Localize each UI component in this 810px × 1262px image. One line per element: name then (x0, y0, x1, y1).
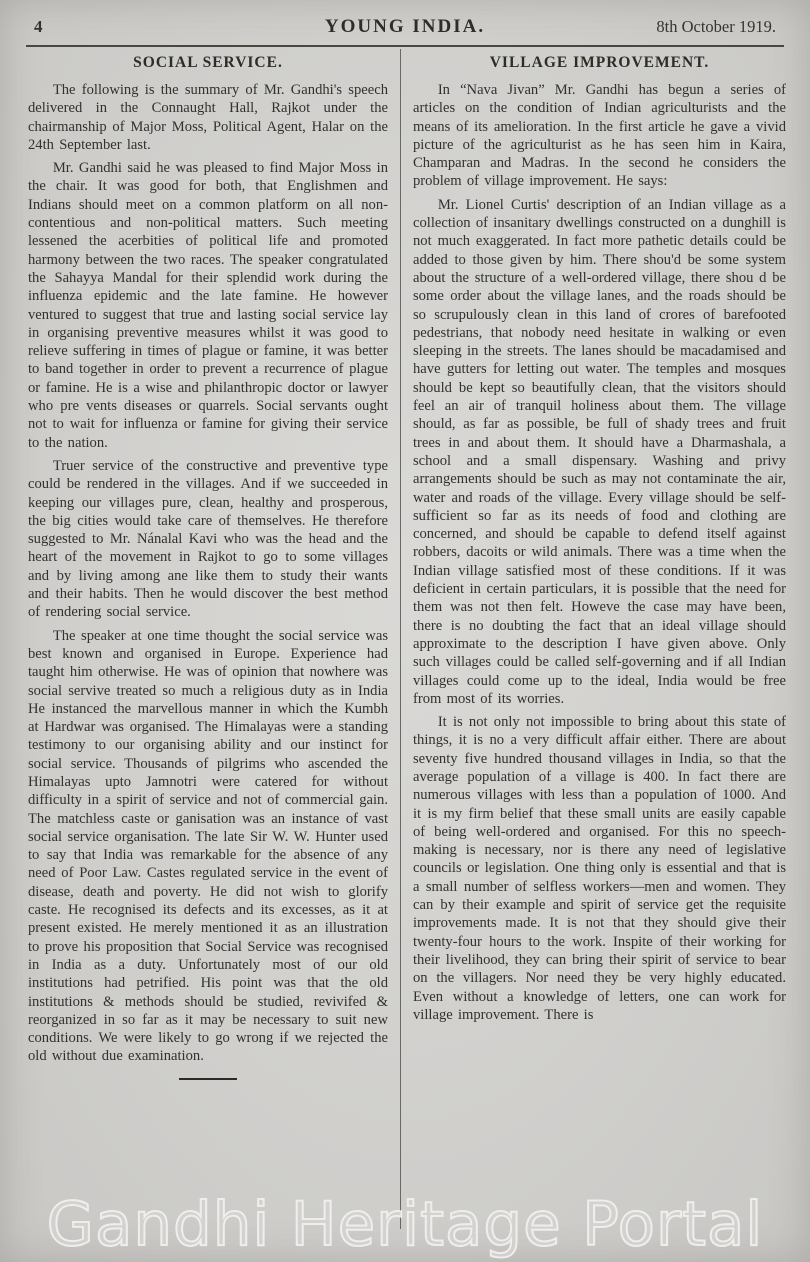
gandhi-heritage-portal-watermark: Gandhi Heritage Portal (46, 1189, 764, 1260)
left-column (28, 49, 400, 1229)
article-paragraph: Truer service of the constructive and preventive type could be rendered in the villages. And if we succeeded in keeping our villages pure, clean, healthy and prosperous, the big cities would take care of themselves. He therefore suggested to Mr. Nánalal Kavi who was the head and the heart of the movement in Rajkot to go to some villages and by living among ane like them to study their wants and their habits. Then he would discover the best method of rendering social service. (28, 457, 388, 621)
article-end-rule (179, 1078, 237, 1080)
article-paragraph: It is not only not impossible to bring about this state of things, it is no a very difficult affair either. There are about seventy five hundred thousand villages in India, so that the average population of a village is 400. In fact there are numerous villages with less than a population of 1000. And it is my firm belief that these small units are easily capable of being well-ordered and organised. For this no speech-making is necessary, nor is there any need of legislative councils or legislation. One thing only is essential and that is a small number of selfless workers—men and women. They can by their example and spirit of service get the requisite improvements made. It is not that they should give their twenty-four hours to the work. Inspite of their working for their livelihood, they can bring their spirit of service to bear on the villagers. Nor need they be very highly educated. Even without a knowledge of letters, one can work for village improvement. There is (413, 714, 786, 1023)
issue-date: 8th October 1919. (656, 17, 776, 36)
article-columns (0, 47, 810, 1229)
article-paragraph: The speaker at one time thought the social service was best known and organised in Europe. Experience had taught him otherwise. He was of opinion that nowhere was social servive treated so much a religious duty as in India He instanced the marvellous manner in which the Kumbh at Hardwar was organised. The Himalayas were a standing testimony to our organising ability and our instinct for social service. Thousands of pilgrims who ascended the Himalayas upto Jamnotri were catered for without difficulty in a spirit of service and not of commercial gain. The matchless caste or ganisation was an instance of vast social service organisation. The late Sir W. W. Hunter used to say that India was remarkable for the absence of any need of Poor Law. Castes regulated service in the event of disease, death and poverty. He did not wish to glorify caste. He recognised its defects and its excesses, as it at present existed. He merely mentioned it as an illustration to prove his proposition that Social Service was recognised in India as a duty. Unfortunately most of our old institutions had petrified. His point was that the old institutions & methods should be studied, revivifed & reorganized in so far as it may be necessary to suit new conditions. We were likely to go wrong if we rejected the old without due examination. (28, 627, 388, 1065)
article-paragraph: The following is the summary of Mr. Gandhi's speech delivered in the Connaught Hall, Rajkot under the chairmanship of Major Moss, Political Agent, Halar on the 24th September last. (28, 82, 388, 153)
masthead-title: YOUNG INDIA. (324, 16, 486, 37)
article-paragraph: In “Nava Jivan” Mr. Gandhi has begun a series of articles on the condition of Indian agriculturists and the means of its amelioration. In the first article he gave a vivid picture of the agriculturist as he has seen him in Kaira, Champaran and Madras. In the second he considers the problem of village improvement. He says: (413, 82, 786, 190)
article-paragraph: Mr. Gandhi said he was pleased to find Major Moss in the chair. It was good for both, that Englishmen and Indians should meet on a common platform on all non-contentious and non-political matters. Such meeting lessened the acerbities of political life and promoted harmony between the two races. The speaker congratulated the Sahayya Mandal for their splendid work during the influenza epidemic and the late famine. He however ventured to suggest that true and lasting social service lay in organising preventive measures whilst it was good to relieve suffering in times of plague or famine, it was better to band together in order to prevent a recurrence of plague or famine. He is a wise and philanthropic doctor or lawyer who pre vents diseases or quarrels. Social servants ought not to wait for influenza or famine for giving their service to the nation. (28, 160, 388, 451)
right-column (401, 49, 786, 1229)
article-heading-social-service: SOCIAL SERVICE. (133, 54, 283, 71)
page-header (0, 0, 810, 40)
page-number: 4 (34, 17, 43, 36)
article-body-social-service (28, 81, 388, 1066)
article-paragraph: Mr. Lionel Curtis' description of an Indian village as a collection of insanitary dwellings constructed on a dunghill is not much exaggerated. In fact more pathetic details could be added to those given by him. There shou'd be some system about the structure of a well-ordered village, there shou d be some order about the village lanes, and the roads should be so scrupulously clean in this land of crores of barefooted pedestrians, that nobody need hesitate in walking or even sleeping in the streets. The lanes should be macadamised and have gutters for letting out water. The temples and mosques should be kept so beautifully clean, that the visitors should feel an air of tranquil holiness about them. The village should, as far as possible, be full of shady trees and fruit trees in and about them. It should have a Dharmashala, a school and a small dispensary. Washing and privy arrangements should be such as may not contaminate the air, water and roads of the village. Every village should be self-sufficient so far as its needs of food and clothing are concerned, and should be capable to defend itself against robbers, dacoits or wild animals. There was a time when the Indian village satisfied most of these conditions. If it was deficient in certain particulars, it is possible that the need for them was not then felt. Howeve the case may have been, there is no doubting the fact that an ideal village should approximate to the description I have given above. Only such villages could be called self-governing and if all Indian villages could come up to the ideal, India would be free from most of its worries. (413, 196, 786, 707)
article-body-village-improvement (413, 81, 786, 1024)
article-heading-village-improvement: VILLAGE IMPROVEMENT. (489, 54, 710, 71)
